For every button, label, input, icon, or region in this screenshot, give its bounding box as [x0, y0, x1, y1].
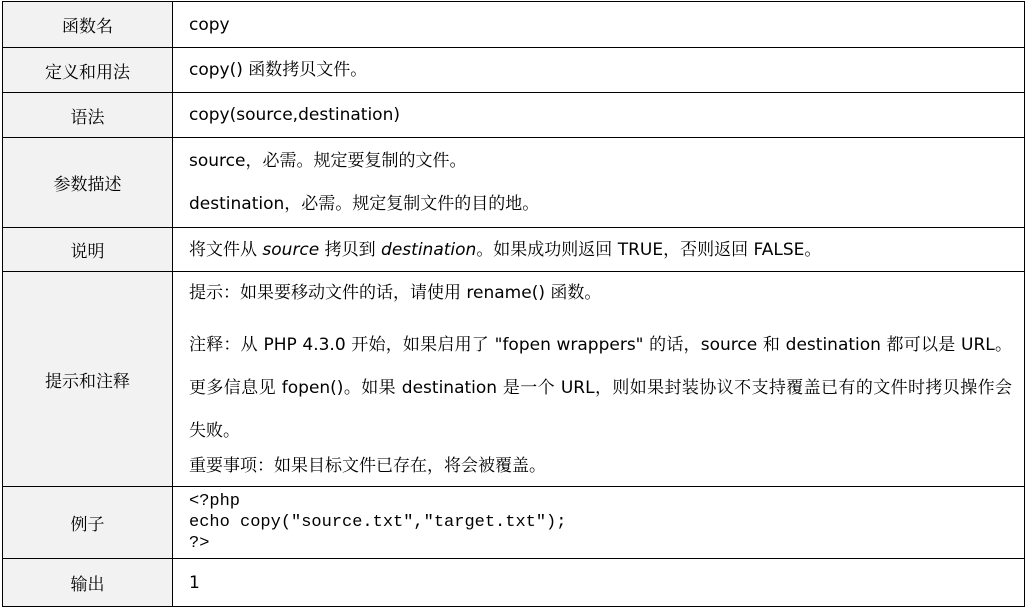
value-output: 1 [173, 559, 1025, 607]
code-line: ?> [189, 534, 210, 553]
row-output [3, 559, 1025, 607]
label-output: 输出 [3, 559, 173, 607]
label-example: 例子 [3, 487, 173, 559]
value-syntax: copy(source,destination) [173, 93, 1025, 138]
code-line: <?php [189, 492, 241, 511]
row-definition [3, 48, 1025, 93]
row-tips-notes [3, 272, 1025, 487]
label-definition: 定义和用法 [3, 48, 173, 93]
label-tips-notes: 提示和注释 [3, 272, 173, 487]
row-syntax [3, 93, 1025, 138]
description-text-2: 拷贝到 [319, 239, 382, 260]
row-function-name [3, 2, 1025, 48]
param-destination: destination，必需。规定复制文件的目的地。 [189, 194, 540, 214]
description-text-3: 。如果成功则返回 TRUE，否则返回 FALSE。 [476, 239, 822, 260]
row-parameters [3, 138, 1025, 228]
function-reference-table [2, 1, 1025, 607]
value-tips-notes [173, 272, 1025, 487]
value-function-name: copy [173, 2, 1025, 48]
code-line: echo copy("source.txt","target.txt"); [189, 513, 567, 532]
code-example [173, 487, 1025, 559]
value-description [173, 228, 1025, 272]
row-description [3, 228, 1025, 272]
row-example [3, 487, 1025, 559]
note-text: 注释：从 PHP 4.3.0 开始，如果启用了 "fopen wrappers" 的话，source 和 destination 都可以是 URL。更多信息见 fopen()。如果 destination 是一个 URL，则如果封装协议不支持覆盖已有的文件时拷贝操作会失败。 [189, 334, 1012, 441]
label-function-name: 函数名 [3, 2, 173, 48]
description-source-term: source [262, 239, 320, 260]
value-parameters [173, 138, 1025, 228]
value-definition: copy() 函数拷贝文件。 [173, 48, 1025, 93]
label-parameters: 参数描述 [3, 138, 173, 228]
label-syntax: 语法 [3, 93, 173, 138]
label-description: 说明 [3, 228, 173, 272]
param-source: source，必需。规定要复制的文件。 [189, 151, 467, 171]
important-text: 重要事项：如果目标文件已存在，将会被覆盖。 [189, 455, 546, 476]
description-destination-term: destination [381, 239, 477, 260]
description-text-1: 将文件从 [189, 239, 263, 260]
tip-text: 提示：如果要移动文件的话，请使用 rename() 函数。 [189, 282, 602, 303]
